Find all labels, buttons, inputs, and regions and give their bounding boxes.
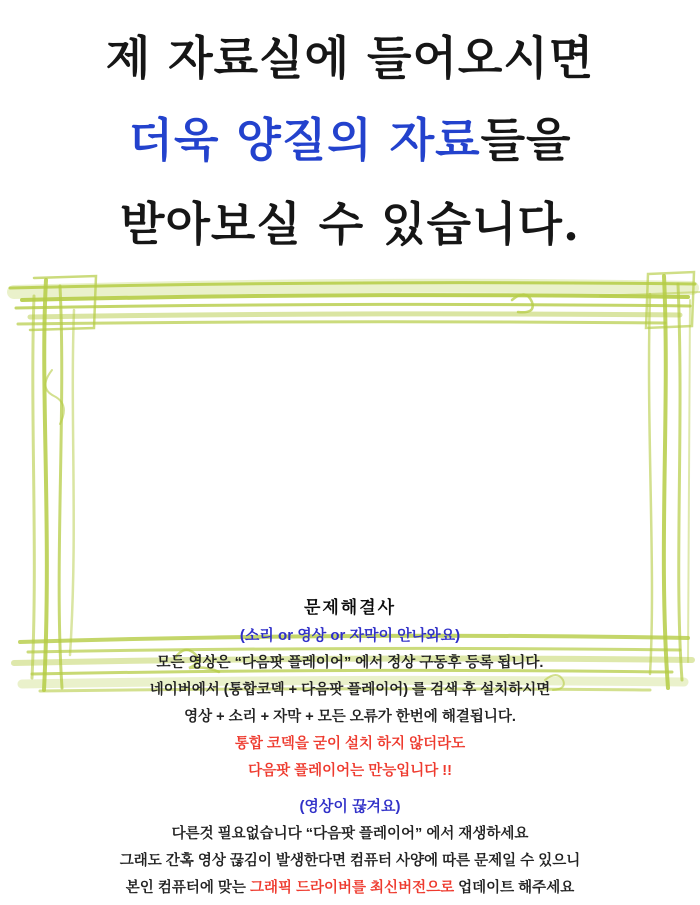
- section2-last-line: [40, 878, 660, 898]
- section1-question-label: (소리 or 영상 or 자막이 안나와요): [239, 627, 461, 644]
- section1-warning-line: 다음팟 플레이어는 만능입니다 !!: [248, 763, 452, 779]
- last-line-suffix: 업데이트 해주세요: [454, 880, 575, 896]
- troubleshooting-panel: [0, 270, 700, 896]
- header-line-2-rest: 들을: [480, 113, 572, 167]
- panel-title: 문제해결사: [303, 598, 397, 617]
- header-line-2: [0, 104, 700, 170]
- section2-question-label: (영상이 끊겨요): [299, 798, 401, 815]
- section1-line: 네이버에서 (통합코덱 + 다음팟 플레이어) 를 검색 후 설치하시면: [149, 682, 551, 698]
- last-line-prefix: 본인 컴퓨터에 맞는: [125, 880, 250, 896]
- section2-line: 그래도 간혹 영상 끊김이 발생한다면 컴퓨터 사양에 따른 문제일 수 있으니: [119, 853, 581, 869]
- header-line-3: 받아보실 수 있습니다.: [120, 197, 580, 251]
- section2-line: 다른것 필요없습니다 “다음팟 플레이어” 에서 재생하세요: [171, 826, 529, 842]
- section1-line: 모든 영상은 “다음팟 플레이어” 에서 정상 구동후 등록 됩니다.: [156, 655, 544, 671]
- troubleshooting-text: [40, 598, 660, 905]
- section1-line: 영상 + 소리 + 자막 + 모든 오류가 한번에 해결됩니다.: [184, 709, 516, 725]
- section1-warning-line: 통합 코덱을 굳이 설치 하지 않더라도: [234, 736, 466, 752]
- header-line-1: 제 자료실에 들어오시면: [105, 31, 595, 85]
- header-line-2-highlight: 더욱 양질의 자료: [128, 113, 481, 167]
- last-line-highlight: 그래픽 드라이버를 최신버전으로: [249, 880, 455, 896]
